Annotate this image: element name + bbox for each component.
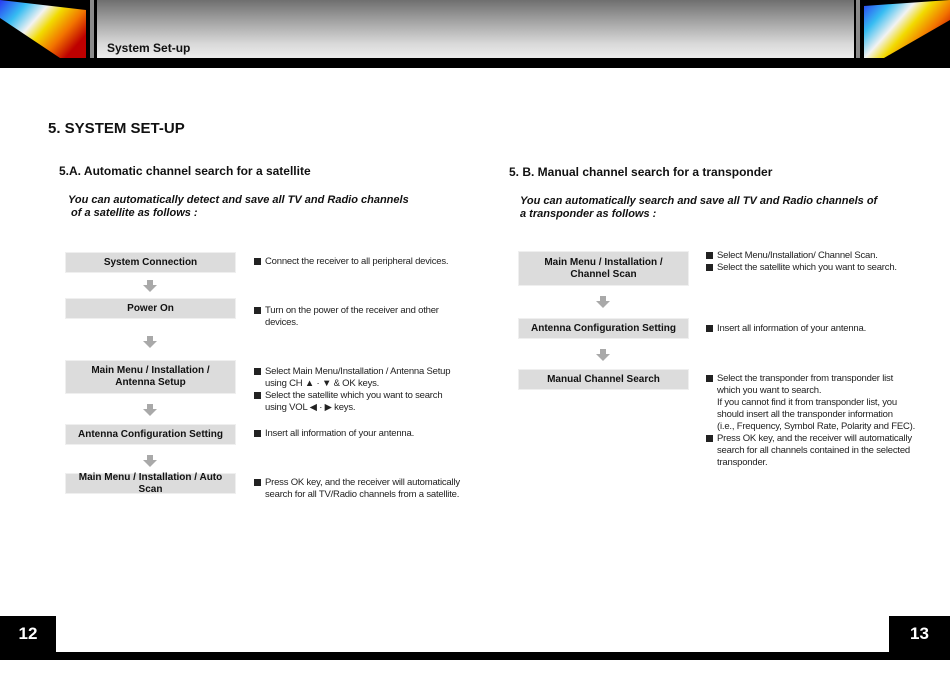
bullet-item — [706, 323, 866, 335]
bullet-item — [706, 262, 897, 274]
down-arrow-icon — [143, 280, 157, 292]
bullet-text: Select the satellite which you want to search. — [717, 262, 897, 273]
step-description — [254, 256, 448, 268]
flow-step-box: Manual Channel Search — [518, 369, 689, 390]
square-bullet-icon — [706, 252, 713, 259]
square-bullet-icon — [254, 368, 261, 375]
step-description — [706, 373, 915, 469]
header-title: System Set-up — [107, 41, 191, 55]
step-description — [254, 428, 414, 440]
step-description — [254, 477, 460, 501]
section-title-manual-search: 5. B. Manual channel search for a transponder — [509, 165, 773, 179]
page-number-left: 12 — [0, 616, 56, 652]
bullet-item — [254, 366, 450, 390]
square-bullet-icon — [706, 435, 713, 442]
square-bullet-icon — [254, 430, 261, 437]
rainbow-decoration-right — [864, 0, 950, 58]
bullet-text: Select the satellite which you want to search using VOL ◀ · ▶ keys. — [265, 390, 443, 413]
header-divider — [90, 0, 94, 58]
flow-step-box: Main Menu / Installation / Antenna Setup — [65, 360, 236, 394]
bullet-item — [254, 477, 460, 501]
page-title: 5. SYSTEM SET-UP — [48, 120, 185, 137]
header-panel — [97, 0, 854, 58]
header-divider — [856, 0, 860, 58]
bullet-item — [254, 305, 439, 329]
bullet-text: Turn on the power of the receiver and other devices. — [265, 305, 439, 328]
flow-step-box: Main Menu / Installation / Auto Scan — [65, 473, 236, 494]
square-bullet-icon — [254, 479, 261, 486]
bullet-text: Select Menu/Installation/ Channel Scan. — [717, 250, 878, 261]
footer-bar — [0, 652, 950, 660]
down-arrow-icon — [596, 349, 610, 361]
step-description — [706, 250, 897, 274]
square-bullet-icon — [254, 258, 261, 265]
square-bullet-icon — [254, 392, 261, 399]
bullet-item — [254, 390, 450, 414]
bullet-text: Connect the receiver to all peripheral devices. — [265, 256, 449, 267]
section-intro-manual-search: You can automatically search and save all TV and Radio channels of a transponder as follows : — [520, 195, 878, 220]
bullet-item — [254, 428, 414, 440]
square-bullet-icon — [706, 264, 713, 271]
down-arrow-icon — [596, 296, 610, 308]
bullet-text: Select the transponder from transponder list which you want to search. If you cannot find it from transponder list, you should insert all the transponder information (i.e., Frequency, Symbol Rate, Polarity and FEC). — [717, 373, 916, 432]
bullet-item — [706, 250, 897, 262]
bullet-item — [706, 433, 915, 469]
step-description — [254, 305, 439, 329]
bullet-text: Press OK key, and the receiver will automatically search for all TV/Radio channels from a satellite. — [265, 477, 460, 500]
down-arrow-icon — [143, 336, 157, 348]
down-arrow-icon — [143, 455, 157, 467]
section-intro-auto-search: You can automatically detect and save all TV and Radio channels of a satellite as follows : — [68, 194, 409, 219]
down-arrow-icon — [143, 404, 157, 416]
bullet-text: Insert all information of your antenna. — [717, 323, 867, 334]
step-description — [706, 323, 866, 335]
bullet-item — [706, 373, 915, 433]
flow-step-box: Antenna Configuration Setting — [518, 318, 689, 339]
bullet-item — [254, 256, 448, 268]
bullet-text: Press OK key, and the receiver will automatically search for all channels contained in the selected transponder. — [717, 433, 912, 468]
bullet-text: Select Main Menu/Installation / Antenna Setup using CH ▲ · ▼ & OK keys. — [265, 366, 451, 389]
rainbow-decoration-left — [0, 0, 86, 58]
square-bullet-icon — [706, 375, 713, 382]
section-title-auto-search: 5.A. Automatic channel search for a satellite — [59, 164, 311, 178]
flow-step-box: Power On — [65, 298, 236, 319]
flow-step-box: System Connection — [65, 252, 236, 273]
bullet-text: Insert all information of your antenna. — [265, 428, 415, 439]
square-bullet-icon — [706, 325, 713, 332]
page-number-right: 13 — [889, 616, 950, 652]
square-bullet-icon — [254, 307, 261, 314]
step-description — [254, 366, 450, 414]
flow-step-box: Main Menu / Installation / Channel Scan — [518, 251, 689, 286]
flow-step-box: Antenna Configuration Setting — [65, 424, 236, 445]
